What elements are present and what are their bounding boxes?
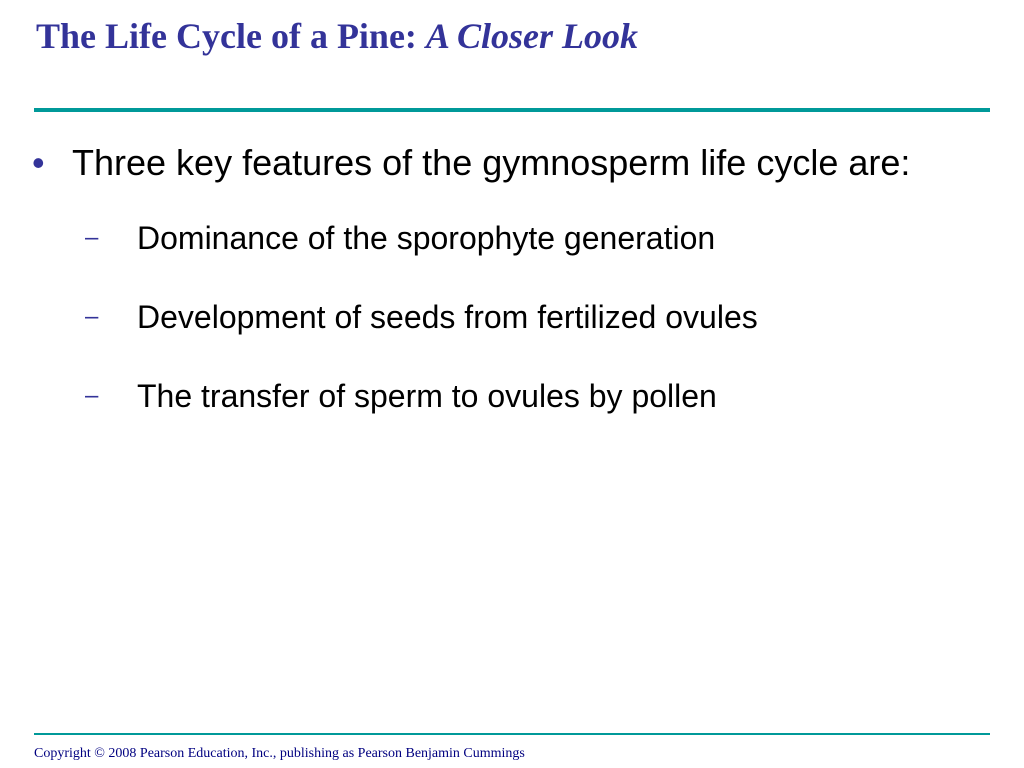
sub-bullet-marker: – [85,303,99,330]
sub-bullet-text: Development of seeds from fertilized ovules [137,299,758,335]
sub-bullet-marker: – [85,382,99,409]
slide-title-main: The Life Cycle of a Pine: [36,16,426,56]
sub-bullet-item [32,218,982,258]
sub-bullet-marker: – [85,224,99,251]
sub-bullet-text: The transfer of sperm to ovules by pollen [137,378,717,414]
sub-bullet-item [32,376,982,416]
sub-bullet-text: Dominance of the sporophyte generation [137,220,716,256]
sub-bullet-list [32,218,982,416]
bullet-text: Three key features of the gymnosperm life cycle are: [72,142,911,183]
bullet-marker: • [32,142,45,183]
bullet-item [32,138,982,188]
slide-title-italic: A Closer Look [425,16,638,56]
footer-divider [34,733,990,735]
sub-bullet-item [32,297,982,337]
slide-body [32,138,982,455]
slide-title [36,14,996,58]
copyright-footer: Copyright © 2008 Pearson Education, Inc., publishing as Pearson Benjamin Cummings [34,746,525,761]
title-divider [34,108,990,112]
